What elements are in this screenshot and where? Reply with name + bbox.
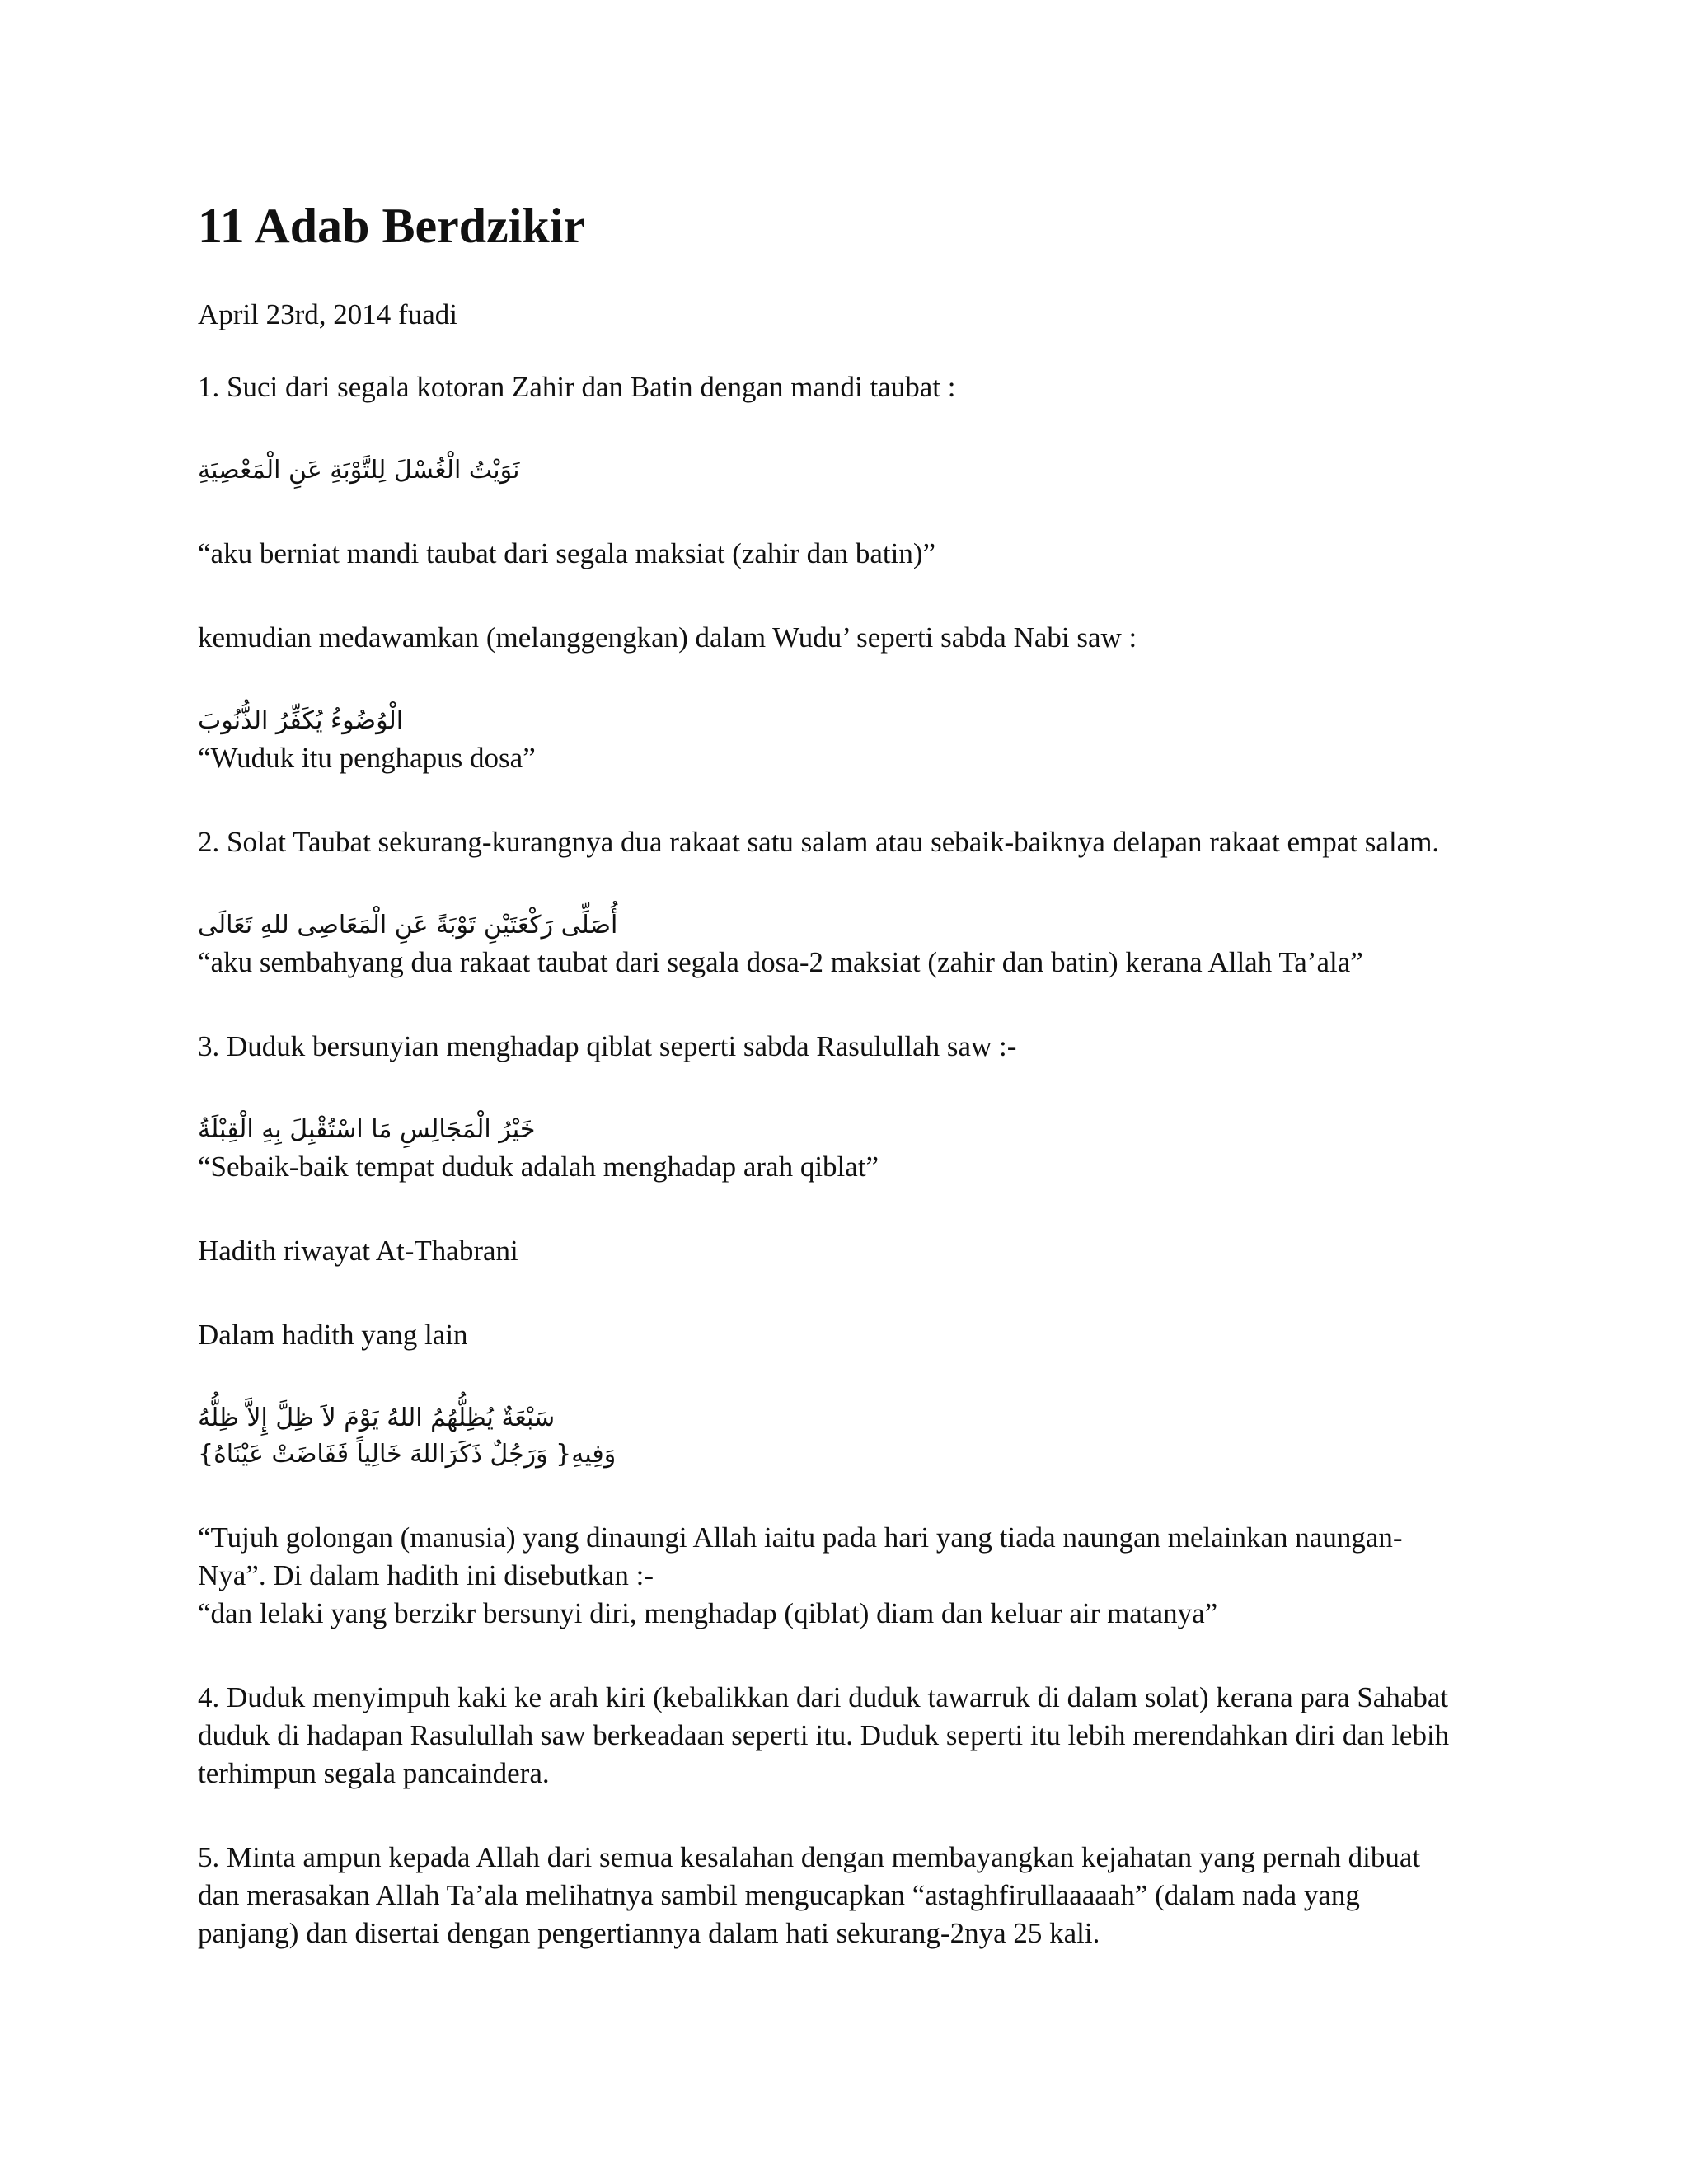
- paragraph-14: 5. Minta ampun kepada Allah dari semua kesalahan dengan membayangkan kejahatan yang pernah dibuat dan merasakan Allah Ta’ala melihatnya sambil mengucapkan “astaghfirullaaaaah” (dalam nada yang panjang) dan disertai dengan pengertiannya dalam hati sekurang-2nya 25 kali.: [198, 1840, 1421, 1949]
- paragraph-13: 4. Duduk menyimpuh kaki ke arah kiri (kebalikkan dari duduk tawarruk di dalam solat) kerana para Sahabat duduk di hadapan Rasulullah saw berkeadaan seperti itu. Duduk seperti itu lebih merendahkan diri dan lebih terhimpun segala pancaindera.: [198, 1680, 1450, 1789]
- paragraph-9: Hadith riwayat At-Thabrani: [198, 1234, 518, 1267]
- paragraph-4: “Wuduk itu penghapus dosa”: [198, 741, 536, 774]
- post-meta: April 23rd, 2014 fuadi: [198, 298, 457, 330]
- arabic-solat-taubat: أُصَلِّى رَكْعَتَيْنِ تَوْبَةً عَنِ الْمَعَاصِى للهِ تَعَالَى: [198, 910, 618, 940]
- paragraph-10: Dalam hadith yang lain: [198, 1318, 468, 1351]
- paragraph-6: “aku sembahyang dua rakaat taubat dari segala dosa-2 maksiat (zahir dan batin) kerana Allah Ta’ala”: [198, 945, 1363, 978]
- paragraph-3: kemudian medawamkan (melanggengkan) dalam Wudu’ seperti sabda Nabi saw :: [198, 621, 1137, 654]
- arabic-niat-mandi: نَوَيْتُ الْغُسْلَ لِلتَّوْبَةِ عَنِ الْمَعْصِيَةِ: [198, 455, 520, 485]
- arabic-sabatun-line-1: سَبْعَةٌ يُظِلُّهُمُ اللهُ يَوْمَ لاَ ظِلَّ إِلاَّ ظِلُّهُ: [198, 1403, 556, 1432]
- paragraph-11: “Tujuh golongan (manusia) yang dinaungi Allah iaitu pada hari yang tiada naungan melainkan naungan-Nya”. Di dalam hadith ini disebutkan :-: [198, 1521, 1403, 1591]
- paragraph-7: 3. Duduk bersunyian menghadap qiblat seperti sabda Rasulullah saw :-: [198, 1029, 1017, 1062]
- arabic-sabatun: [198, 1400, 1457, 1473]
- paragraph-1: 1. Suci dari segala kotoran Zahir dan Batin dengan mandi taubat :: [198, 370, 956, 403]
- arabic-wudu: الْوُضُوءُ يُكَفِّرُ الذُّنُوبَ: [198, 705, 404, 735]
- paragraph-5: 2. Solat Taubat sekurang-kurangnya dua rakaat satu salam atau sebaik-baiknya delapan rakaat empat salam.: [198, 825, 1440, 858]
- arabic-sabatun-line-2: وَفِيهِ{ وَرَجُلٌ ذَكَرَاللهَ خَالِياً فَفَاضَتْ عَيْنَاهُ}: [198, 1439, 617, 1469]
- paragraph-12: “dan lelaki yang berzikr bersunyi diri, menghadap (qiblat) diam dan keluar air matanya”: [198, 1596, 1218, 1629]
- paragraph-8: “Sebaik-baik tempat duduk adalah menghadap arah qiblat”: [198, 1150, 879, 1183]
- paragraph-2: “aku berniat mandi taubat dari segala maksiat (zahir dan batin)”: [198, 537, 936, 569]
- arabic-majalis: خَيْرُ الْمَجَالِسِ مَا اسْتُقْبِلَ بِهِ الْقِبْلَةُ: [198, 1114, 536, 1144]
- page-title: 11 Adab Berdzikir: [198, 199, 586, 253]
